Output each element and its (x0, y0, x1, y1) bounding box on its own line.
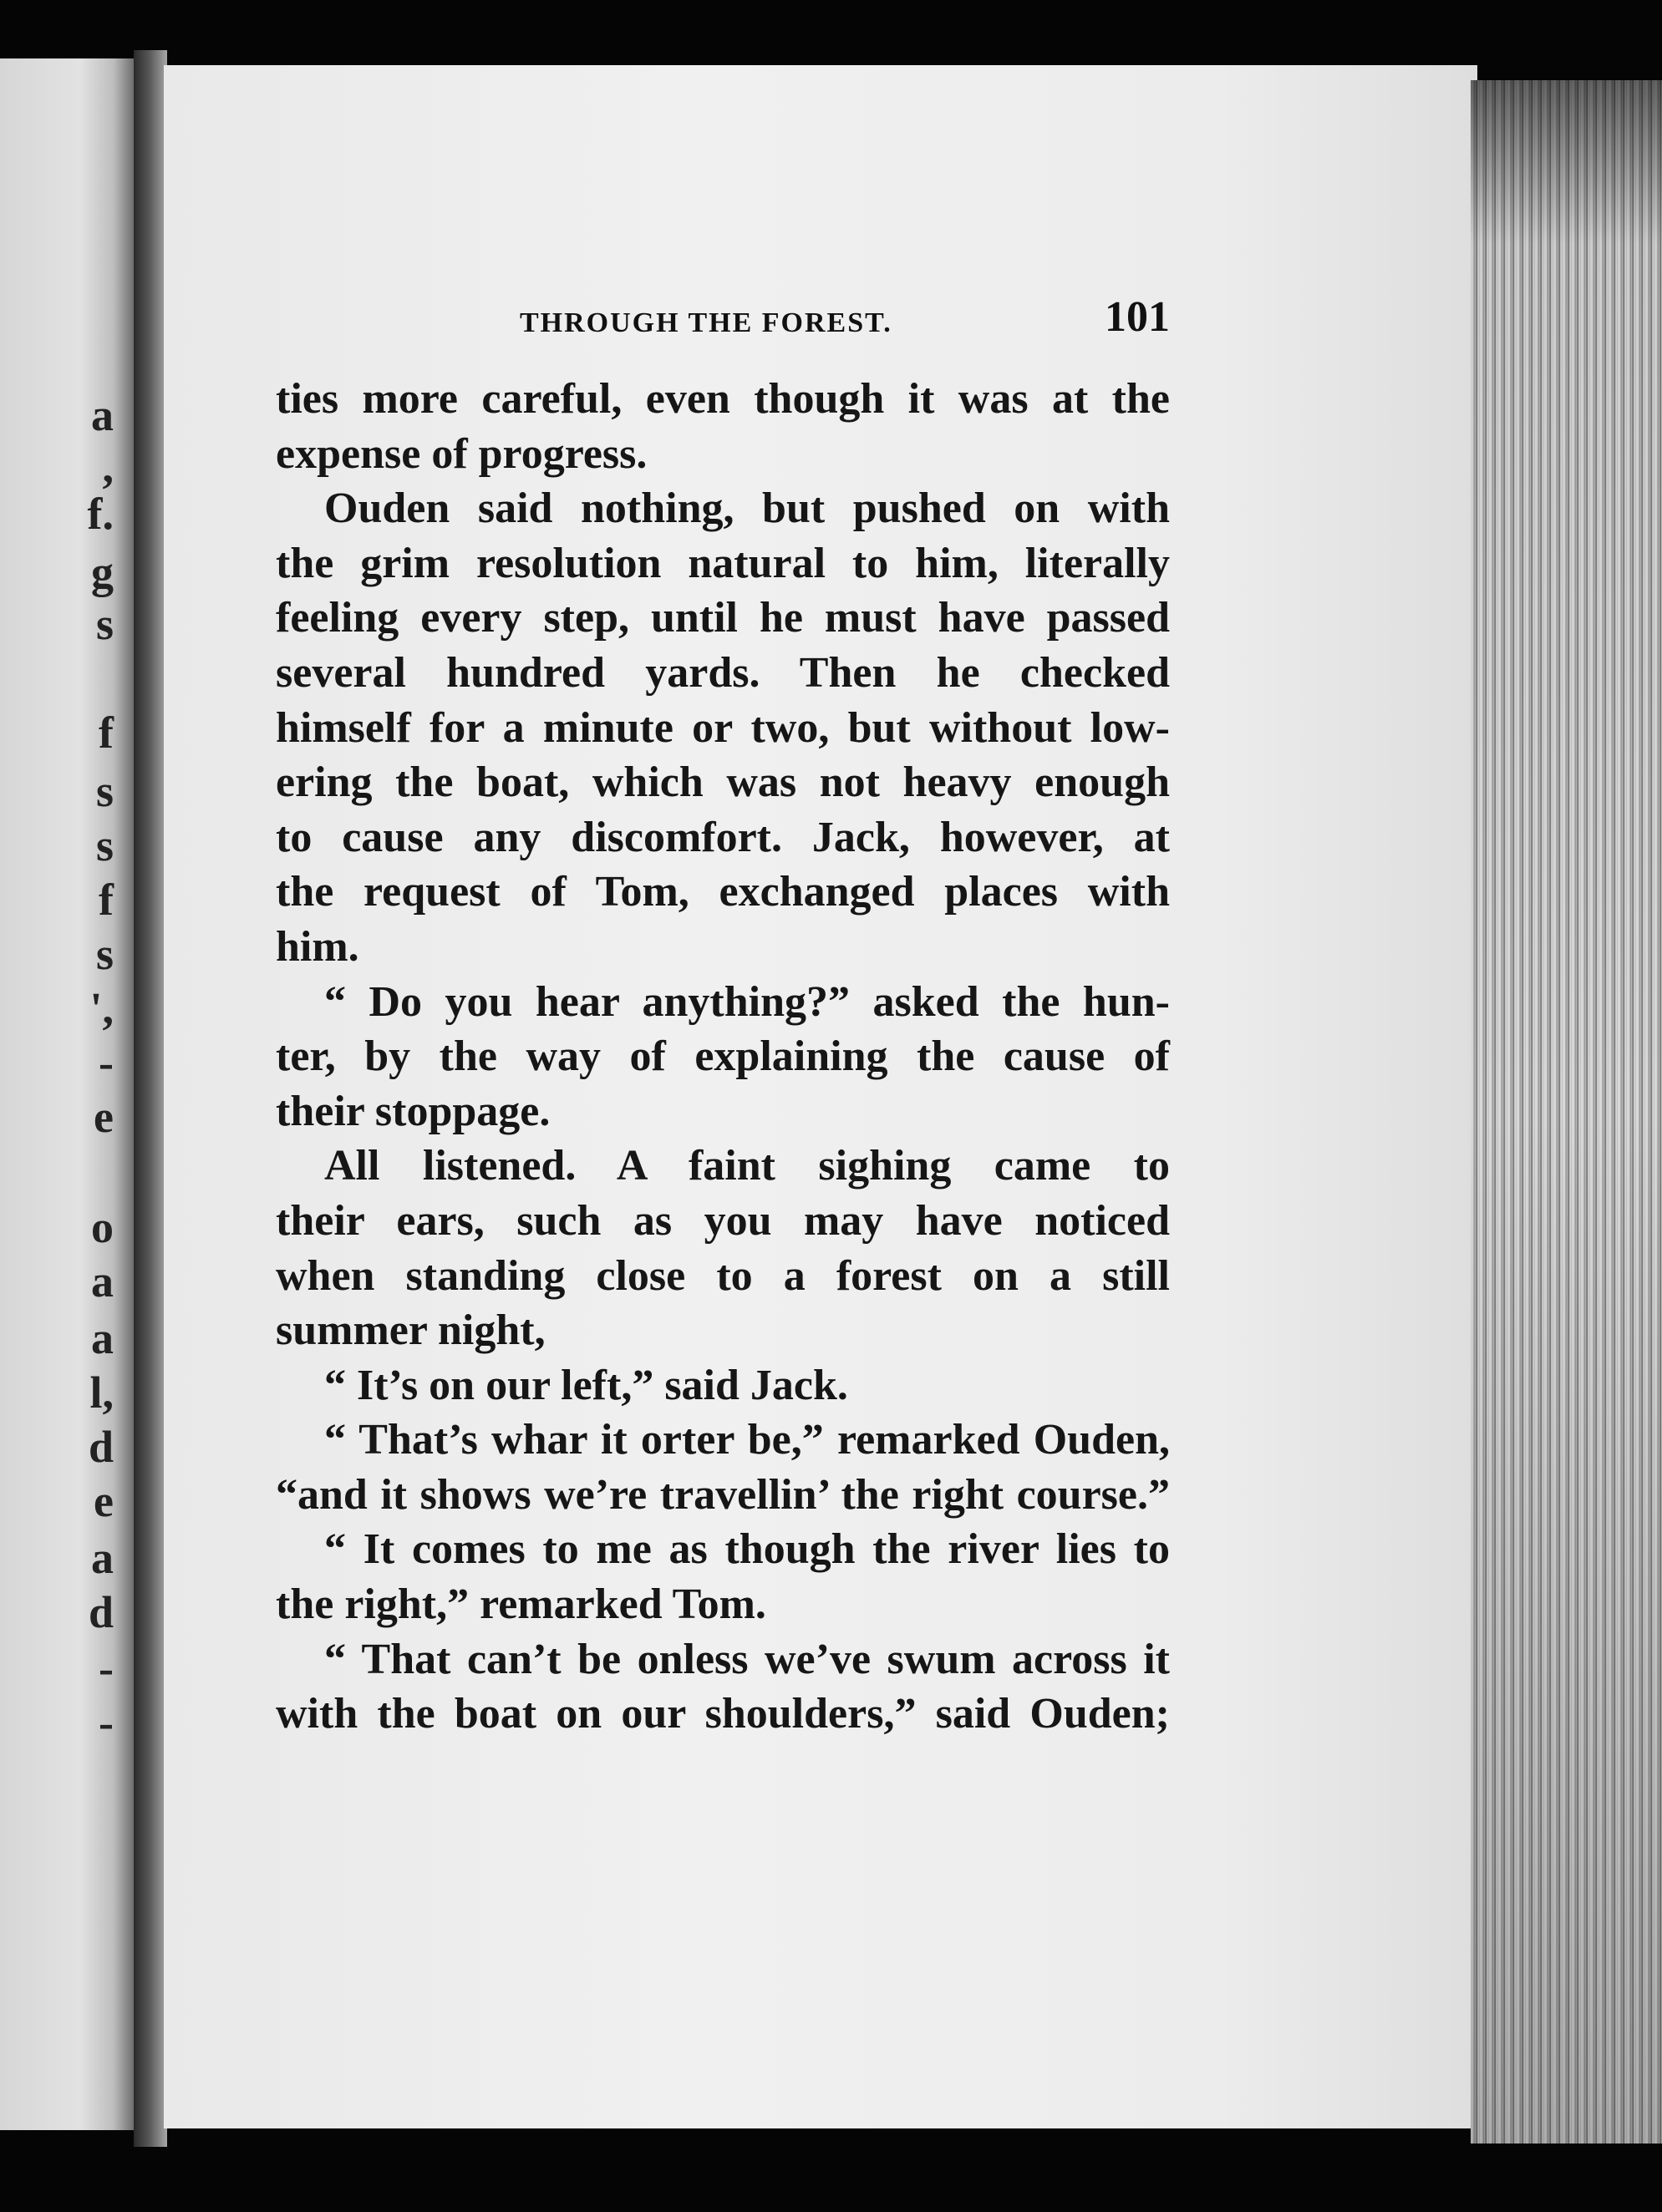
margin-char: s (95, 929, 114, 979)
margin-char: s (95, 766, 114, 816)
text-line: expense of progress. (276, 429, 648, 478)
page-edges-shadow (1471, 80, 1662, 2144)
margin-char: - (99, 1643, 114, 1693)
book-gutter (134, 50, 167, 2147)
text-line: All listened. A faint sighing came to (324, 1142, 1170, 1190)
margin-char: d (88, 1422, 114, 1472)
text-line: ties more careful, even though it was at the (276, 375, 1170, 423)
previous-page-margin-text (64, 58, 114, 2130)
margin-char: f (99, 875, 114, 925)
text-line: their stoppage. (276, 1087, 551, 1135)
text-line: him. (276, 922, 359, 971)
running-head (276, 292, 1170, 342)
margin-char: a (91, 1313, 114, 1363)
margin-char: e (94, 1092, 114, 1142)
text-line: summer night, (276, 1306, 546, 1355)
text-line: “and it shows we’re travellin’ the right course.” (276, 1470, 1170, 1519)
text-line: their ears, such as you may have noticed (276, 1196, 1170, 1245)
text-line: ter, by the way of explaining the cause of (276, 1032, 1170, 1081)
previous-page-edge (0, 58, 134, 2130)
text-line: “ That can’t be onless we’ve swum across it (324, 1635, 1170, 1683)
margin-char: d (88, 1587, 114, 1637)
margin-char: f. (87, 489, 114, 539)
text-line: ering the boat, which was not heavy enough (276, 758, 1170, 807)
text-line: the request of Tom, exchanged places with (276, 868, 1170, 916)
text-line: Ouden said nothing, but pushed on with (324, 485, 1170, 533)
page-number: 101 (1105, 293, 1170, 341)
margin-char: , (102, 442, 114, 492)
margin-char: e (94, 1476, 114, 1526)
margin-char: l, (89, 1367, 114, 1418)
margin-char: g (91, 547, 114, 597)
text-line: the grim resolution natural to him, literally (276, 539, 1170, 587)
margin-char: f (99, 708, 114, 758)
margin-char: o (91, 1202, 114, 1252)
margin-char: ', (89, 983, 114, 1033)
text-line: “ That’s whar it orter be,” remarked Ouden, (324, 1416, 1170, 1464)
margin-char: s (95, 599, 114, 649)
text-line: “ It comes to me as though the river lies to (324, 1525, 1170, 1574)
margin-char: - (99, 1038, 114, 1088)
margin-char: a (91, 1533, 114, 1583)
text-line: to cause any discomfort. Jack, however, at (276, 813, 1170, 861)
text-line: the right,” remarked Tom. (276, 1580, 766, 1629)
text-line: when standing close to a forest on a still (276, 1251, 1170, 1300)
margin-char: - (99, 1697, 114, 1748)
text-line: feeling every step, until he must have passed (276, 594, 1170, 642)
text-line: with the boat on our shoulders,” said Ouden; (276, 1690, 1170, 1738)
text-line: himself for a minute or two, but without low- (276, 703, 1170, 752)
body-text (276, 372, 1170, 1742)
margin-char: a (91, 1256, 114, 1306)
margin-char: a (91, 390, 114, 440)
text-line: “ It’s on our left,” said Jack. (324, 1361, 848, 1409)
text-line: “ Do you hear anything?” asked the hun- (324, 977, 1170, 1026)
margin-char: s (95, 820, 114, 870)
text-line: several hundred yards. Then he checked (276, 648, 1170, 697)
running-title: THROUGH THE FOREST. (520, 307, 892, 338)
